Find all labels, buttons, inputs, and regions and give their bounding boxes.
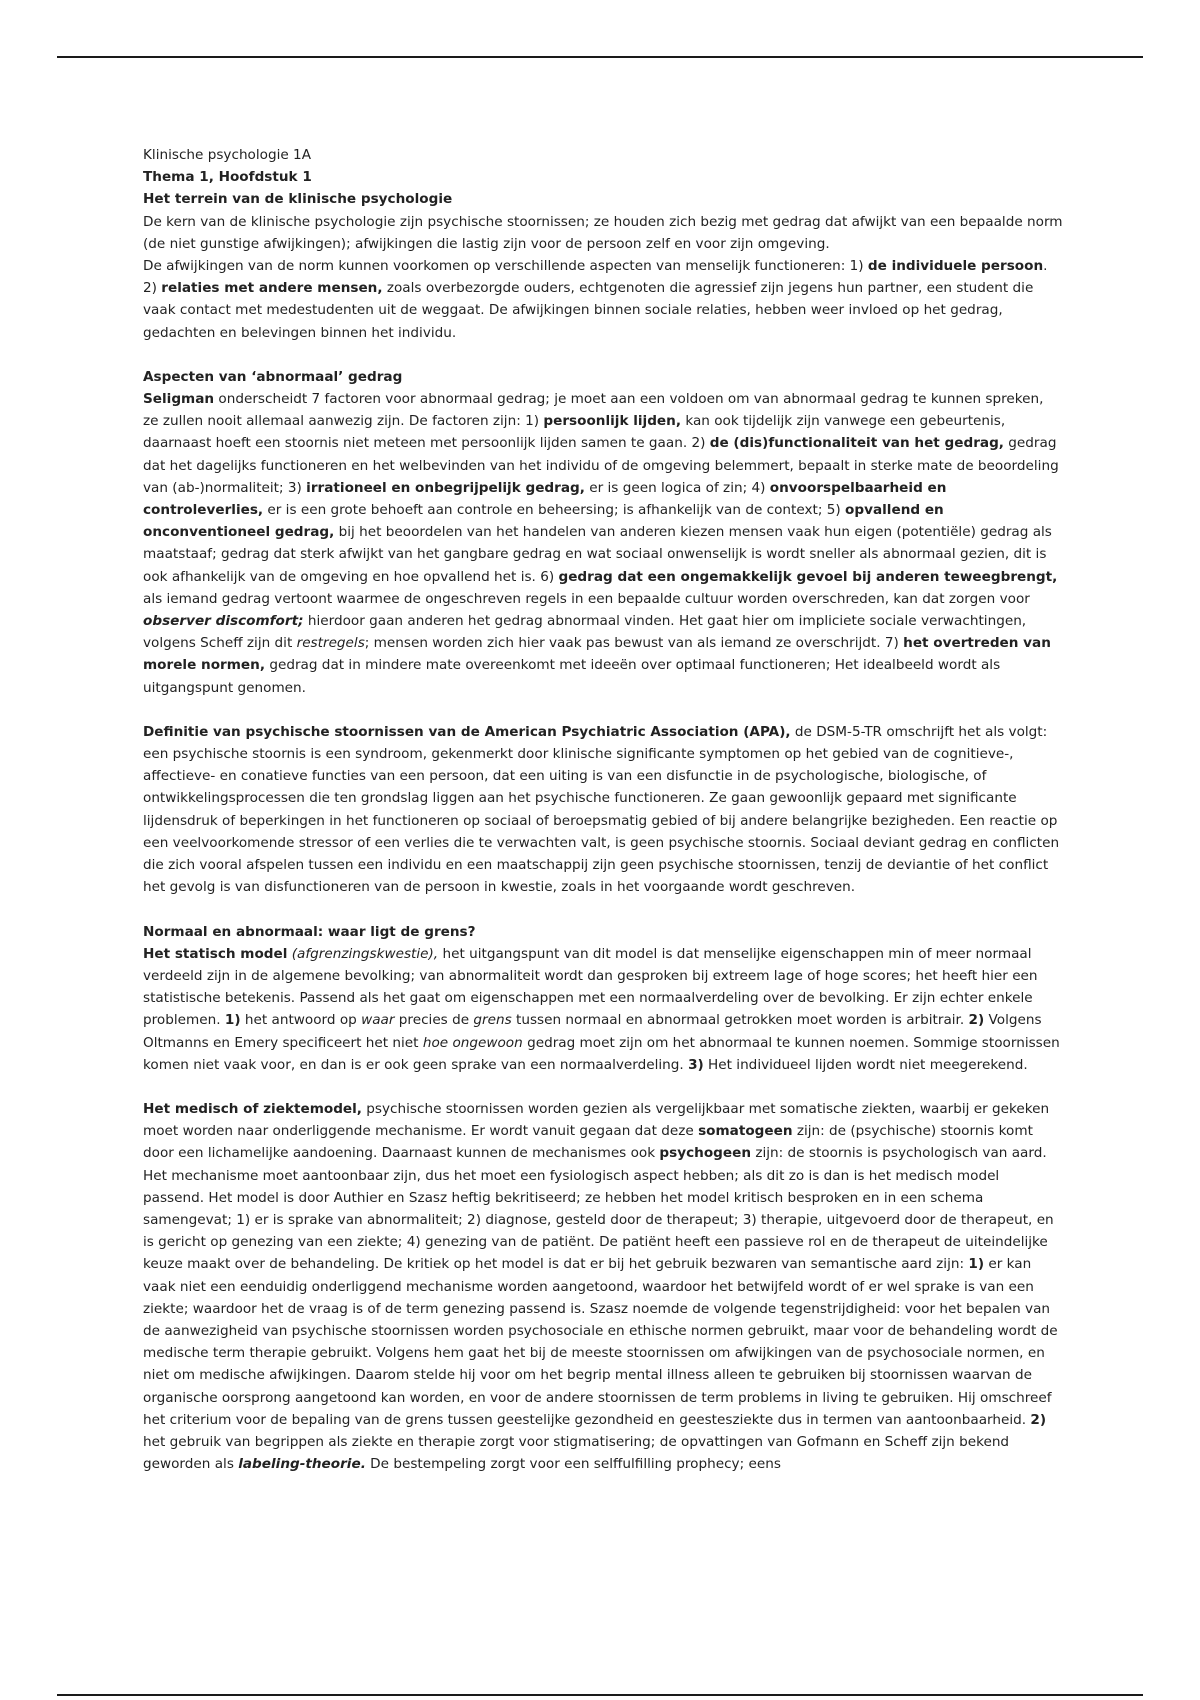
- document-body: [143, 144, 1063, 1475]
- statisch-model-paragraph: Het statisch model (afgrenzingskwestie), het uitgangspunt van dit model is dat menselijke eigenschappen min of meer normaal verdeeld zijn in de algemene bevolking; van abnormaliteit wordt dan gesproken bij extreem lage of hoge scores; het heeft hier een statistische betekenis. Passend als het gaat om eigenschappen met een normaalverdeling over de bevolking. Er zijn echter enkele problemen. 1) het antwoord op waar precies de grens tussen normaal en abnormaal getrokken moet worden is arbitrair. 2) Volgens Oltmanns en Emery specificeert het niet hoe ongewoon gedrag moet zijn om het abnormaal te kunnen noemen. Sommige stoornissen komen niet vaak voor, en dan is er ook geen sprake van een normaalverdeling. 3) Het individueel lijden wordt niet meegerekend.: [143, 945, 1060, 1073]
- intro-paragraph-1: De kern van de klinische psychologie zijn psychische stoornissen; ze houden zich bezig met gedrag dat afwijkt van een bepaalde norm (de niet gunstige afwijkingen); afwijkingen die lastig zijn voor de persoon zelf en voor zijn omgeving.: [143, 213, 1063, 252]
- bottom-rule: [57, 1694, 1143, 1696]
- section-heading-grens: Normaal en abnormaal: waar ligt de grens?: [143, 923, 476, 940]
- section-heading-terrein: Het terrein van de klinische psychologie: [143, 191, 453, 208]
- medisch-model-paragraph: Het medisch of ziektemodel, psychische stoornissen worden gezien als vergelijkbaar met somatische ziekten, waarbij er gekeken moet worden naar onderliggende mechanisme. Er wordt vanuit gegaan dat deze somatogeen zijn: de (psychische) stoornis komt door een lichamelijke aandoening. Daarnaast kunnen de mechanismes ook psychogeen zijn: de stoornis is psychologisch van aard. Het mechanisme moet aantoonbaar zijn, dus het moet een fysiologisch aspect hebben; als dit zo is dan is het medisch model passend. Het model is door Authier en Szasz heftig bekritiseerd; ze hebben het model kritisch besproken en in een schema samengevat; 1) er is sprake van abnormaliteit; 2) diagnose, gesteld door de therapeut; 3) therapie, uitgevoerd door de therapeut, en is gericht op genezing van een ziekte; 4) genezing van de patiënt. De patiënt heeft een passieve rol en de therapeut de uiteindelijke keuze maakt over de behandeling. De kritiek op het model is dat er bij het gebruik bezwaren van semantische aard zijn: 1) er kan vaak niet een eenduidig onderliggend mechanisme worden aangetoond, waardoor het betwijfeld wordt of er wel sprake is van een ziekte; waardoor het de vraag is of de term genezing passend is. Szasz noemde de volgende tegenstrijdigheid: voor het bepalen van de aanwezigheid van psychische stoornissen worden psychosociale en ethische normen gebruikt, maar voor de behandeling wordt de medische term therapie gebruikt. Volgens hem gaat het bij de meeste stoornissen om afwijkingen van de psychosociale normen, en niet om medische afwijkingen. Daarom stelde hij voor om het begrip mental illness alleen te gebruiken bij stoornissen waarvan de organische oorsprong aangetoond kan worden, en voor de andere stoornissen de term problems in living te gebruiken. Hij omschreef het criterium voor de bepaling van de grens tussen geestelijke gezondheid en geestesziekte dus in termen van aantoonbaarheid. 2) het gebruik van begrippen als ziekte en therapie zorgt voor stigmatisering; de opvattingen van Gofmann en Scheff zijn bekend geworden als labeling-theorie. De bestempeling zorgt voor een selffulfilling prophecy; eens: [143, 1100, 1058, 1473]
- top-rule: [57, 56, 1143, 58]
- intro-paragraph-2: De afwijkingen van de norm kunnen voorkomen op verschillende aspecten van menselijk functioneren: 1) de individuele persoon. 2) relaties met andere mensen, zoals overbezorgde ouders, echtgenoten die agressief zijn jegens hun partner, een student die vaak contact met medestudenten uit de weggaat. De afwijkingen binnen sociale relaties, hebben weer invloed op het gedrag, gedachten en belevingen binnen het individu.: [143, 258, 1048, 341]
- definitie-paragraph: Definitie van psychische stoornissen van de American Psychiatric Association (APA), de DSM-5-TR omschrijft het als volgt: een psychische stoornis is een syndroom, gekenmerkt door klinische significante symptomen op het gebied van de cognitieve-, affectieve- en conatieve functies van een persoon, dat een uiting is van een disfunctie in de psychologische, biologische, of ontwikkelingsprocessen die ten grondslag liggen aan het psychische functioneren. Ze gaan gewoonlijk gepaard met significante lijdensdruk of beperkingen in het functioneren op sociaal of beroepsmatig gebied of bij andere belangrijke bezigheden. Een reactie op een veelvoorkomende stressor of een verlies die te verwachten valt, is geen psychische stoornis. Sociaal deviant gedrag en conflicten die zich vooral afspelen tussen een individu en een maatschappij zijn geen psychische stoornissen, tenzij de deviantie of het conflict het gevolg is van disfunctioneren van de persoon in kwestie, zoals in het voorgaande wordt geschreven.: [143, 723, 1060, 896]
- aspecten-paragraph: Seligman onderscheidt 7 factoren voor abnormaal gedrag; je moet aan een voldoen om van abnormaal gedrag te kunnen spreken, ze zullen nooit allemaal aanwezig zijn. De factoren zijn: 1) persoonlijk lijden, kan ook tijdelijk zijn vanwege een gebeurtenis, daarnaast hoeft een stoornis niet meteen met persoonlijk lijden samen te gaan. 2) de (dis)functionaliteit van het gedrag, gedrag dat het dagelijks functioneren en het welbevinden van het individu of de omgeving belemmert, bepaalt in sterke mate de beoordeling van (ab-)normaliteit; 3) irrationeel en onbegrijpelijk gedrag, er is geen logica of zin; 4) onvoorspelbaarheid en controleverlies, er is een grote behoeft aan controle en beheersing; is afhankelijk van de context; 5) opvallend en onconventioneel gedrag, bij het beoordelen van het handelen van anderen kiezen mensen vaak hun eigen (potentiële) gedrag als maatstaaf; gedrag dat sterk afwijkt van het gangbare gedrag en wat sociaal onwenselijk is wordt sneller als abnormaal gezien, dit is ook afhankelijk van de omgeving en hoe opvallend het is. 6) gedrag dat een ongemakkelijk gevoel bij anderen teweegbrengt, als iemand gedrag vertoont waarmee de ongeschreven regels in een bepaalde cultuur worden overschreden, kan dat zorgen voor observer discomfort; hierdoor gaan anderen het gedrag abnormaal vinden. Het gaat hier om impliciete sociale verwachtingen, volgens Scheff zijn dit restregels; mensen worden zich hier vaak pas bewust van als iemand ze overschrijdt. 7) het overtreden van morele normen, gedrag dat in mindere mate overeenkomt met ideeën over optimaal functioneren; Het idealbeeld wordt als uitgangspunt genomen.: [143, 391, 1059, 696]
- theme-heading: Thema 1, Hoofdstuk 1: [143, 169, 312, 186]
- section-heading-aspecten: Aspecten van ‘abnormaal’ gedrag: [143, 368, 403, 385]
- course-title: Klinische psychologie 1A: [143, 147, 312, 163]
